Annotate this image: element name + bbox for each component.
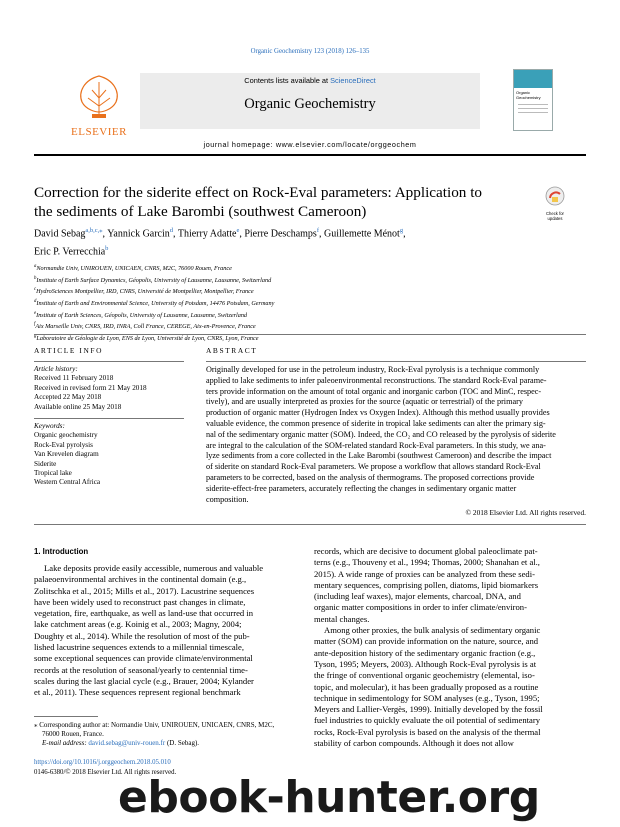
affiliation-list — [34, 262, 574, 344]
title-line-1: Correction for the siderite effect on Rock-Eval parameters: Application to — [34, 184, 483, 201]
affiliation-item — [34, 262, 574, 274]
article-history — [34, 365, 147, 412]
body-line: have been widely used to reconstruct past changes in climate, — [34, 596, 246, 607]
body-line: et al., 2011). These sequences represent regional benchmark — [34, 687, 241, 698]
author-name: Yannick Garcin — [107, 228, 170, 240]
keyword: Organic geochemistry — [34, 431, 98, 440]
body-line: scales during the last glacial cycle (e.g., Brauer, 2004; Kylander — [34, 675, 254, 686]
issn-line: 0146-6380/© 2018 Elsevier Ltd. All rights reserved. — [34, 769, 177, 776]
author-separator: , — [239, 228, 245, 240]
corresponding-author: ⁎ Corresponding author at: Normandie Univ, UNIROUEN, UNICAEN, CNRS, M2C, — [34, 721, 275, 729]
author-name: Eric P. Verrecchia — [34, 246, 106, 258]
affiliation-marker: e — [34, 310, 37, 316]
body-line: mental changes. — [314, 613, 370, 624]
affiliation-item — [34, 285, 574, 297]
affiliation-item — [34, 274, 574, 286]
body-line: 2015). A wide range of proxies can be analyzed from these sedi- — [314, 568, 535, 579]
abstract-line: applied to lake sediments to infer paleoenvironmental reconstructions. The standard Rock-Eval parame- — [206, 375, 547, 385]
body-line: the fringe of conventional organic geochemistry (elemental, iso- — [314, 670, 535, 681]
body-line: matter (SOM) can provide information on the nature, source, and — [314, 636, 539, 647]
affiliation-text: Normandie Univ, UNIROUEN, UNICAEN, CNRS, M2C, 76000 Rouen, France — [36, 265, 232, 273]
affiliation-marker: a — [34, 264, 37, 269]
body-line: mentary sequences, comprising pollen, diatoms, lipid biomarkers — [314, 579, 539, 590]
keywords-label: Keywords: — [34, 422, 65, 430]
email-suffix: (D. Sebag). — [165, 739, 200, 747]
keyword: Siderite — [34, 459, 57, 468]
corresponding-author-cont: 76000 Rouen, France. — [42, 730, 104, 738]
sciencedirect-link[interactable]: ScienceDirect — [330, 76, 376, 85]
abstract-copyright: © 2018 Elsevier Ltd. All rights reserved. — [465, 508, 586, 517]
body-line: palaeoenvironmental archives in the continental domain (e.g., — [34, 574, 247, 585]
cover-band — [514, 70, 552, 88]
contents-line — [140, 76, 480, 85]
abstract-line: ters provide information on the amount of total organic and inorganic carbon (TOC and MinC, respec- — [206, 386, 542, 396]
body-column-right — [314, 546, 586, 749]
body-line: (including leaf waxes), major elements, charcoal, DNA, and — [314, 591, 521, 602]
body-line: records at the resolution of seasonal/yearly to centennial time- — [34, 664, 248, 675]
cover-title: Organic Geochemistry — [516, 90, 541, 100]
affiliation-marker: d — [34, 298, 37, 304]
body-line: topic, and molecular), it has been gradually proposed as a routine — [314, 681, 539, 692]
body-line: organic matter compositions in order to infer climate/environ- — [314, 602, 527, 613]
abstract-body — [206, 365, 586, 505]
author-affiliation-marker[interactable]: d — [169, 227, 174, 234]
footnote-corresponding — [34, 721, 298, 748]
body-line: Doughty et al., 2014). While the resolution of most of the pub- — [34, 630, 250, 641]
abstract-line: siderite-effect-free parameters, accurately reflecting the changes in sedimentary organic matter — [206, 483, 517, 493]
elsevier-tree-icon — [70, 72, 128, 120]
body-line: records, which are decisive to document global paleoclimate pat- — [314, 546, 538, 556]
body-column-left — [34, 563, 298, 699]
body-line: vegetation, fire, earthquake, as well as land-use that occurred in — [34, 608, 254, 619]
affiliation-text: Institute of Earth and Environmental Science, University of Potsdam, 14476 Potsdam, Germany — [36, 300, 275, 308]
abstract-line: lyze sediments from a core collected in the Lake Barombi (southwest Cameroon) and describe the impact — [206, 451, 552, 461]
author-separator: , — [403, 228, 406, 240]
author-affiliation-marker[interactable]: a,b,c,⁎ — [85, 227, 103, 234]
abstract-line: Originally developed for use in the petroleum industry, Rock-Eval pyrolysis is a technique commonly — [206, 365, 540, 374]
abstract-line: nal of the sedimentary organic matter (SOM). Indeed, the CO₂ and CO released by the pyrolysis of siderite — [206, 429, 556, 439]
article-info-heading: ARTICLE INFO — [34, 346, 104, 355]
abstract-line: parameters to be corrected, based on the analysis of thermograms. The proposed corrections provide — [206, 472, 535, 482]
keyword: Western Central Africa — [34, 478, 101, 487]
doi-link[interactable]: https://doi.org/10.1016/j.orggeochem.2018.05.010 — [34, 759, 171, 766]
email-label: E-mail address: — [42, 739, 89, 747]
abstract-line: are integral to the calculation of the SOM-related standard Rock-Eval parameters. In this study, we ana- — [206, 440, 546, 450]
keywords — [34, 422, 100, 488]
history-item: Available online 25 May 2018 — [34, 402, 122, 411]
elsevier-wordmark: ELSEVIER — [71, 126, 127, 138]
keyword: Van Krevelen diagram — [34, 450, 99, 459]
author-name: Pierre Deschamps — [244, 228, 317, 240]
author-name: Guillemette Ménot — [324, 228, 400, 240]
watermark-text: ebook-hunter.org — [118, 772, 540, 823]
body-line: ante-deposition history of the sedimentary organic fraction (e.g., — [314, 647, 536, 658]
affiliation-marker: f — [34, 322, 36, 328]
affiliation-text: HydroSciences Montpellier, IRD, CNRS, Université de Montpellier, Montpellier, France — [36, 288, 254, 296]
keyword: Rock-Eval pyrolysis — [34, 440, 93, 449]
author-affiliation-marker[interactable]: b — [105, 244, 109, 252]
abstract-line: of siderite on standard Rock-Eval parameters. We propose a workflow that allows standard Rock-Eval — [206, 462, 541, 472]
affiliation-marker: c — [34, 287, 37, 293]
affiliation-item — [34, 297, 574, 309]
title-line-2: the sediments of Lake Barombi (southwest Cameroon) — [34, 203, 367, 220]
history-label: Article history: — [34, 365, 78, 373]
body-line: some exceptional sequences can provide climate/environmental — [34, 653, 253, 664]
journal-title: Organic Geochemistry — [244, 96, 376, 112]
abstract-line: production of organic matter (Hydrogen Index vs Oxygen Index). Although this method usually provides — [206, 408, 550, 418]
body-line: lished lacustrine sequences extends to a millennial timescale, — [34, 642, 245, 653]
history-item: Received in revised form 21 May 2018 — [34, 383, 147, 392]
affiliation-text: Aix Marseille Univ, CNRS, IRD, INRA, Coll France, CEREGE, Aix-en-Provence, France — [35, 323, 256, 331]
keyword: Tropical lake — [34, 469, 72, 478]
author-separator: , — [102, 228, 108, 240]
body-line: Zolitschka et al., 2015; Mills et al., 2017). Lacustrine sequences — [34, 585, 255, 596]
journal-citation[interactable]: Organic Geochemistry 123 (2018) 126–135 — [250, 48, 370, 55]
body-line: lake catchment areas (e.g. Koinig et al., 2003; Magny, 2004; — [34, 619, 242, 630]
contents-prefix: Contents lists available at — [244, 76, 331, 85]
abstract-line: tively), and are usually interpreted as proxies for the source (aquatic or terrestrial) of the primary — [206, 397, 523, 407]
author-list — [34, 224, 574, 260]
affiliation-item — [34, 309, 574, 321]
author-name: David Sebag — [34, 228, 86, 240]
body-line: Lake deposits provide easily accessible, numerous and valuable — [44, 563, 264, 573]
affiliation-text: Laboratoire de Géologie de Lyon, ENS de Lyon, Université de Lyon, CNRS, Lyon, France — [36, 335, 259, 342]
author-affiliation-marker[interactable]: e — [236, 227, 240, 234]
history-item: Accepted 22 May 2018 — [34, 393, 102, 402]
body-line: Tyson, 1995; Meyers, 2003). Although Rock-Eval pyrolysis is at — [314, 658, 537, 669]
body-line: stability of carbon compounds. Although it does not allow — [314, 738, 514, 749]
author-affiliation-marker[interactable]: g — [399, 227, 404, 234]
elsevier-logo — [70, 72, 128, 138]
body-line: fuel industries to quickly evaluate the oil potential of sedimentary — [314, 715, 541, 726]
body-line: Meyers and Lallier-Vergès, 1999). Initially developed by the fossil — [314, 704, 543, 715]
body-line: rocks, Rock-Eval pyrolysis is based on the analysis of the thermal — [314, 726, 541, 737]
body-line: terns (e.g., Thouveny et al., 1994; Thomas, 2000; Shanahan et al., — [314, 557, 540, 568]
abstract-line: composition. — [206, 494, 249, 504]
affiliation-marker: b — [34, 275, 37, 281]
author-separator: , — [319, 228, 324, 240]
affiliation-text: Institute of Earth Sciences, Géopolis, University of Lausanne, Lausanne, Switzerland — [36, 311, 248, 319]
article-title — [34, 183, 482, 221]
author-name: Thierry Adatte — [177, 228, 237, 240]
check-for-updates-button[interactable] — [540, 186, 570, 221]
abstract-heading: ABSTRACT — [206, 346, 258, 355]
affiliation-marker: g — [34, 333, 37, 339]
author-separator: , — [173, 228, 178, 240]
history-item: Received 11 February 2018 — [34, 374, 114, 383]
author-affiliation-marker[interactable]: f — [316, 227, 319, 234]
abstract-line: valuable evidence, the common presence of siderite in tropical lake sediments can alter the primary sig- — [206, 418, 546, 428]
check-updates-icon — [545, 186, 565, 206]
email-link[interactable]: david.sebag@univ-rouen.fr — [88, 739, 166, 747]
affiliation-item — [34, 320, 574, 332]
check-updates-label: Check for updates — [546, 211, 564, 221]
affiliation-text: Institute of Earth Surface Dynamics, Géopolis, University of Lausanne, Lausanne, Switzerland — [36, 276, 272, 284]
body-line: technique in sedimentology for SOM analyses (e.g., Tyson, 1995; — [314, 692, 540, 703]
journal-cover-thumbnail — [513, 69, 553, 131]
body-line: Among other proxies, the bulk analysis of sedimentary organic — [324, 625, 541, 636]
section-heading-introduction: 1. Introduction — [34, 547, 89, 556]
journal-homepage[interactable]: journal homepage: www.elsevier.com/locate/orggeochem — [203, 140, 417, 149]
